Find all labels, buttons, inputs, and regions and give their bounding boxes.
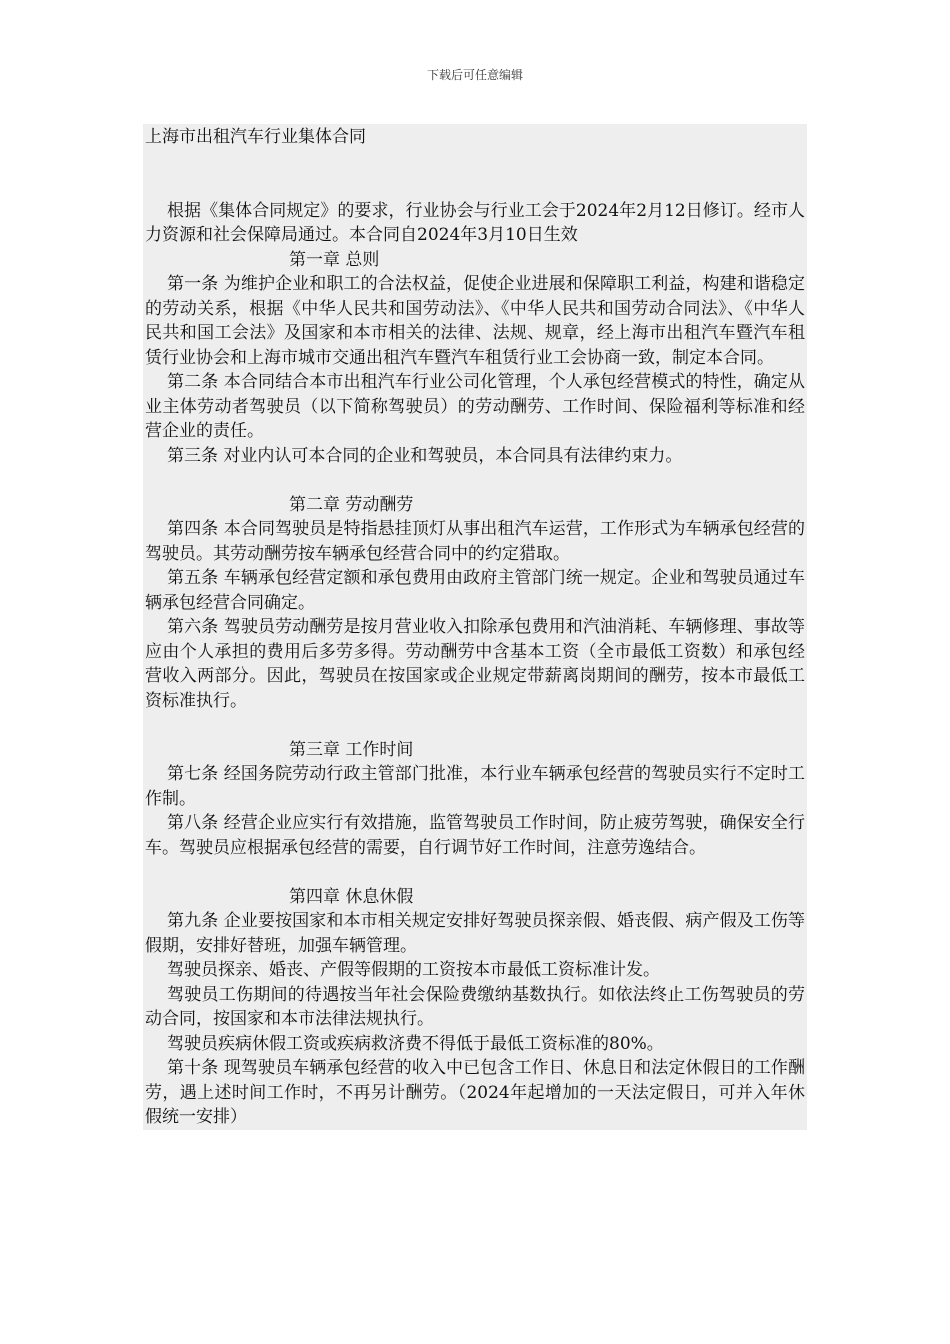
- chapter-2-title: 第二章 劳动酬劳: [289, 494, 414, 515]
- article-8: 第八条 经营企业应实行有效措施，监管驾驶员工作时间，防止疲劳驾驶，确保安全行车。驾驶员应根据承包经营的需要，自行调节好工作时间，注意劳逸结合。: [145, 813, 805, 858]
- article-9-paragraph-3: 驾驶员疾病休假工资或疾病救济费不得低于最低工资标准的80%。: [167, 1033, 664, 1054]
- article-2: 第二条 本合同结合本市出租汽车行业公司化管理，个人承包经营模式的特性，确定从业主体劳动者驾驶员（以下简称驾驶员）的劳动酬劳、工作时间、保险福利等标准和经营企业的责任。: [145, 372, 805, 441]
- document-body: [143, 124, 807, 1130]
- article-10: 第十条 现驾驶员车辆承包经营的收入中已包含工作日、休息日和法定休假日的工作酬劳，遇上述时间工作时，不再另计酬劳。（2024年起增加的一天法定假日，可并入年休假统一安排）: [145, 1058, 805, 1127]
- page-header: 下载后可任意编辑: [426, 68, 523, 82]
- article-9-paragraph-2: 驾驶员工伤期间的待遇按当年社会保险费缴纳基数执行。如依法终止工伤驾驶员的劳动合同，按国家和本市法律法规执行。: [145, 984, 805, 1029]
- article-7: 第七条 经国务院劳动行政主管部门批准，本行业车辆承包经营的驾驶员实行不定时工作制。: [145, 764, 805, 809]
- chapter-4-title: 第四章 休息休假: [289, 886, 414, 907]
- article-6: 第六条 驾驶员劳动酬劳是按月营业收入扣除承包费用和汽油消耗、车辆修理、事故等应由个人承担的费用后多劳多得。劳动酬劳中含基本工资（全市最低工资数）和承包经营收入两部分。因此，驾驶员在按国家或企业规定带薪离岗期间的酬劳，按本市最低工资标准执行。: [145, 617, 805, 711]
- article-4: 第四条 本合同驾驶员是特指悬挂顶灯从事出租汽车运营，工作形式为车辆承包经营的驾驶员。其劳动酬劳按车辆承包经营合同中的约定猎取。: [145, 519, 805, 564]
- article-1: 第一条 为维护企业和职工的合法权益，促使企业进展和保障职工利益，构建和谐稳定的劳动关系，根据《中华人民共和国劳动法》、《中华人民共和国劳动合同法》、《中华人民共和国工会法》及国家和本市相关的法律、法规、规章，经上海市出租汽车暨汽车租赁行业协会和上海市城市交通出租汽车暨汽车租赁行业工会协商一致，制定本合同。: [145, 274, 805, 368]
- document-title: 上海市出租汽车行业集体合同: [145, 127, 366, 147]
- article-3: 第三条 对业内认可本合同的企业和驾驶员，本合同具有法律约束力。: [167, 445, 683, 466]
- article-9: 第九条 企业要按国家和本市相关规定安排好驾驶员探亲假、婚丧假、病产假及工伤等假期，安排好替班，加强车辆管理。: [145, 911, 805, 956]
- chapter-1-title: 第一章 总则: [289, 249, 380, 270]
- article-5: 第五条 车辆承包经营定额和承包费用由政府主管部门统一规定。企业和驾驶员通过车辆承包经营合同确定。: [145, 568, 805, 613]
- article-9-paragraph-1: 驾驶员探亲、婚丧、产假等假期的工资按本市最低工资标准计发。: [167, 960, 660, 980]
- intro-paragraph: 根据《集体合同规定》的要求，行业协会与行业工会于2024年2月12日修订。经市人力资源和社会保障局通过。本合同自2024年3月10日生效: [145, 200, 805, 245]
- chapter-3-title: 第三章 工作时间: [289, 739, 414, 760]
